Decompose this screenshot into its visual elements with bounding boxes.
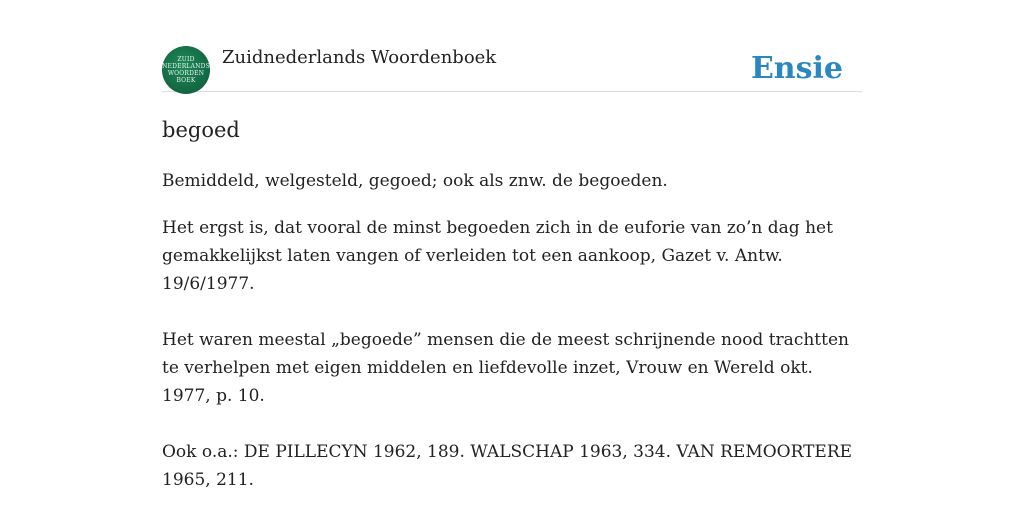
citation-references: Ook o.a.: DE PILLECYN 1962, 189. WALSCHAP 1963, 334. VAN REMOORTERE 1965, 211. bbox=[162, 442, 853, 490]
headword: begoed bbox=[162, 118, 240, 142]
citation-quote: Het ergst is, dat vooral de minst begoeden zich in de euforie van zo’n dag het gemakkelijkst laten vangen of verleiden tot een aankoop, Gazet v. Antw. 19/6/1977. bbox=[162, 218, 833, 294]
dictionary-title[interactable]: Zuidnederlands Woordenboek bbox=[222, 47, 497, 68]
ensie-brand-logo[interactable]: Ensie bbox=[750, 51, 843, 86]
citation-quote: Het waren meestal „begoede” mensen die de meest schrijnende nood trachtten te verhelpen met eigen middelen en liefdevolle inzet, Vrouw en Wereld okt. 1977, p. 10. bbox=[162, 330, 849, 406]
definition: Bemiddeld, welgesteld, gegoed; ook als znw. de begoeden. bbox=[162, 171, 668, 191]
entry-content bbox=[162, 115, 862, 494]
logo-text-line: ZUID bbox=[177, 56, 195, 63]
header bbox=[162, 45, 862, 92]
logo-text-line: BOEK bbox=[176, 77, 196, 84]
logo-text-line: NEDERLANDS bbox=[162, 63, 210, 70]
logo-text-line: WOORDEN bbox=[167, 70, 205, 77]
entry-card bbox=[162, 0, 862, 512]
dictionary-logo[interactable] bbox=[162, 46, 210, 94]
